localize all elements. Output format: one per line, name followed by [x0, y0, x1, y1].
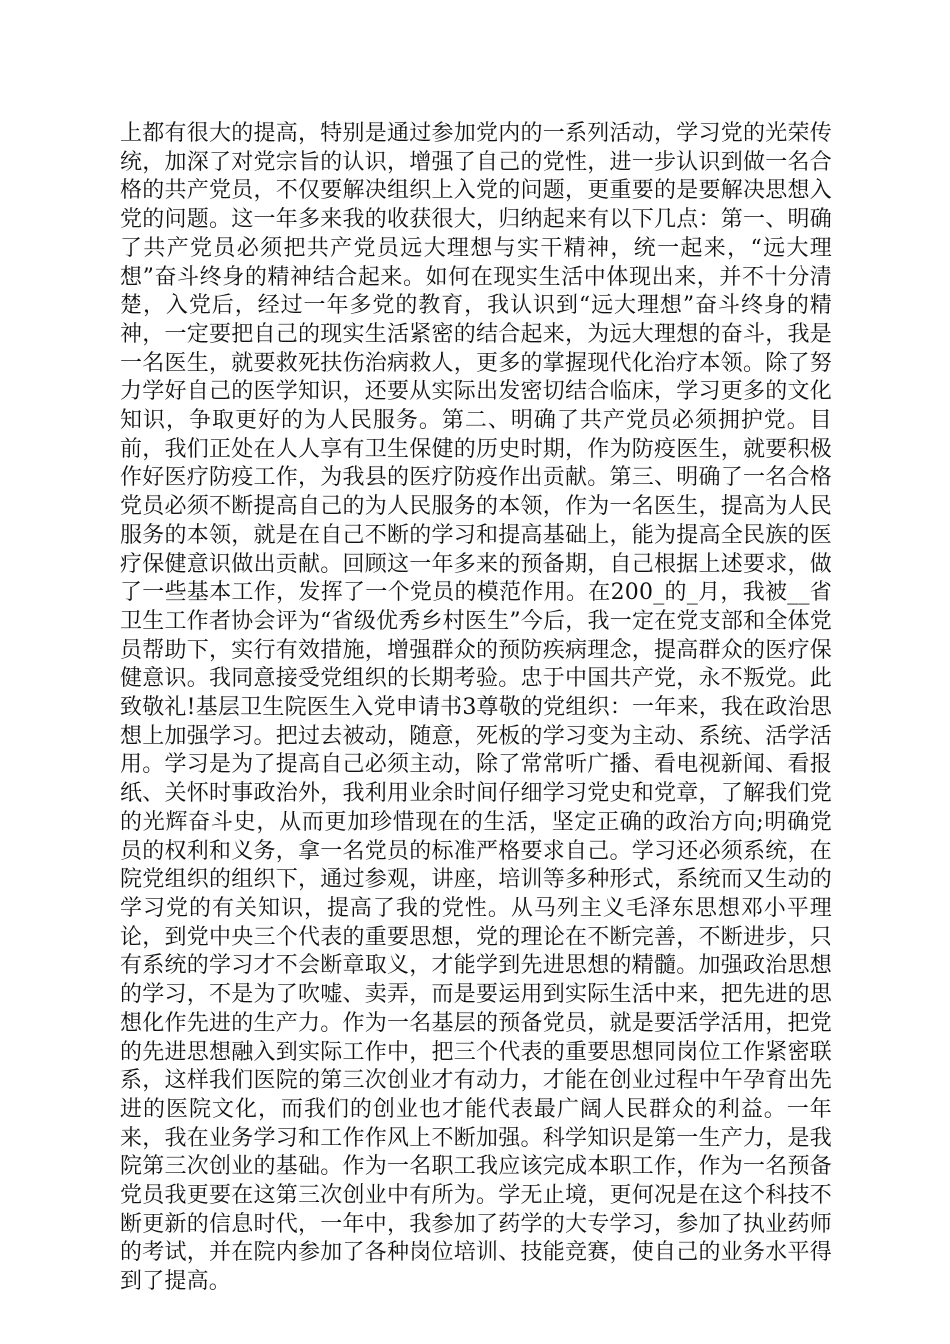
document-body-text: 上都有很大的提高，特别是通过参加党内的一系列活动，学习党的光荣传统，加深了对党宗旨的认识，增强了自己的党性，进一步认识到做一名合格的共产党员，不仅要解决组织上入党的问题，更重要的是要解决思想入党的问题。这一年多来我的收获很大，归纳起来有以下几点：第一、明确了共产党员必须把共产党员远大理想与实干精神，统一起来，“远大理想”奋斗终身的精神结合起来。如何在现实生活中体现出来，并不十分清楚，入党后，经过一年多党的教育，我认识到“远大理想”奋斗终身的精神，一定要把自己的现实生活紧密的结合起来，为远大理想的奋斗，我是一名医生，就要救死扶伤治病救人，更多的掌握现代化治疗本领。除了努力学好自己的医学知识，还要从实际出发密切结合临床，学习更多的文化知识，争取更好的为人民服务。第二、明确了共产党员必须拥护党。目前，我们正处在人人享有卫生保健的历史时期，作为防疫医生，就要积极作好医疗防疫工作，为我县的医疗防疫作出贡献。第三、明确了一名合格党员必须不断提高自己的为人民服务的本领，作为一名医生，提高为人民服务的本领，就是在自己不断的学习和提高基础上，能为提高全民族的医疗保健意识做出贡献。回顾这一年多来的预备期，自己根据上述要求，做了一些基本工作，发挥了一个党员的模范作用。在200_的_月，我被__省卫生工作者协会评为“省级优秀乡村医生”今后，我一定在党支部和全体党员帮助下，实行有效措施，增强群众的预防疾病理念，提高群众的医疗保健意识。我同意接受党组织的长期考验。忠于中国共产党，永不叛党。此致敬礼!基层卫生院医生入党申请书3尊敬的党组织：一年来，我在政治思想上加强学习。把过去被动，随意，死板的学习变为主动、系统、活学活用。学习是为了提高自己必须主动，除了常常听广播、看电视新闻、看报纸、关怀时事政治外，我利用业余时间仔细学习党史和党章，了解我们党的光辉奋斗史，从而更加珍惜现在的生活，坚定正确的政治方向;明确党员的权利和义务，拿一名党员的标准严格要求自己。学习还必须系统，在院党组织的组织下，通过参观，讲座，培训等多种形式，系统而又生动的学习党的有关知识，提高了我的党性。从马列主义毛泽东思想邓小平理论，到党中央三个代表的重要思想，党的理论在不断完善，不断进步，只有系统的学习才不会断章取义，才能学到先进思想的精髓。加强政治思想的学习，不是为了吹嘘、卖弄，而是要运用到实际生活中来，把先进的思想化作先进的生产力。作为一名基层的预备党员，就是要活学活用，把党的先进思想融入到实际工作中，把三个代表的重要思想同岗位工作紧密联系，这样我们医院的第三次创业才有动力，才能在创业过程中午孕育出先进的医院文化，而我们的创业也才能代表最广阔人民群众的利益。一年来，我在业务学习和工作作风上不断加强。科学知识是第一生产力，是我院第三次创业的基础。作为一名职工我应该完成本职工作，作为一名预备党员我更要在这第三次创业中有所为。学无止境，更何况是在这个科技不断更新的信息时代，一年中，我参加了药学的大专学习，参加了执业药师的考试，并在院内参加了各种岗位培训、技能竞赛，使自己的业务水平得到了提高。 — [120, 121, 832, 1295]
